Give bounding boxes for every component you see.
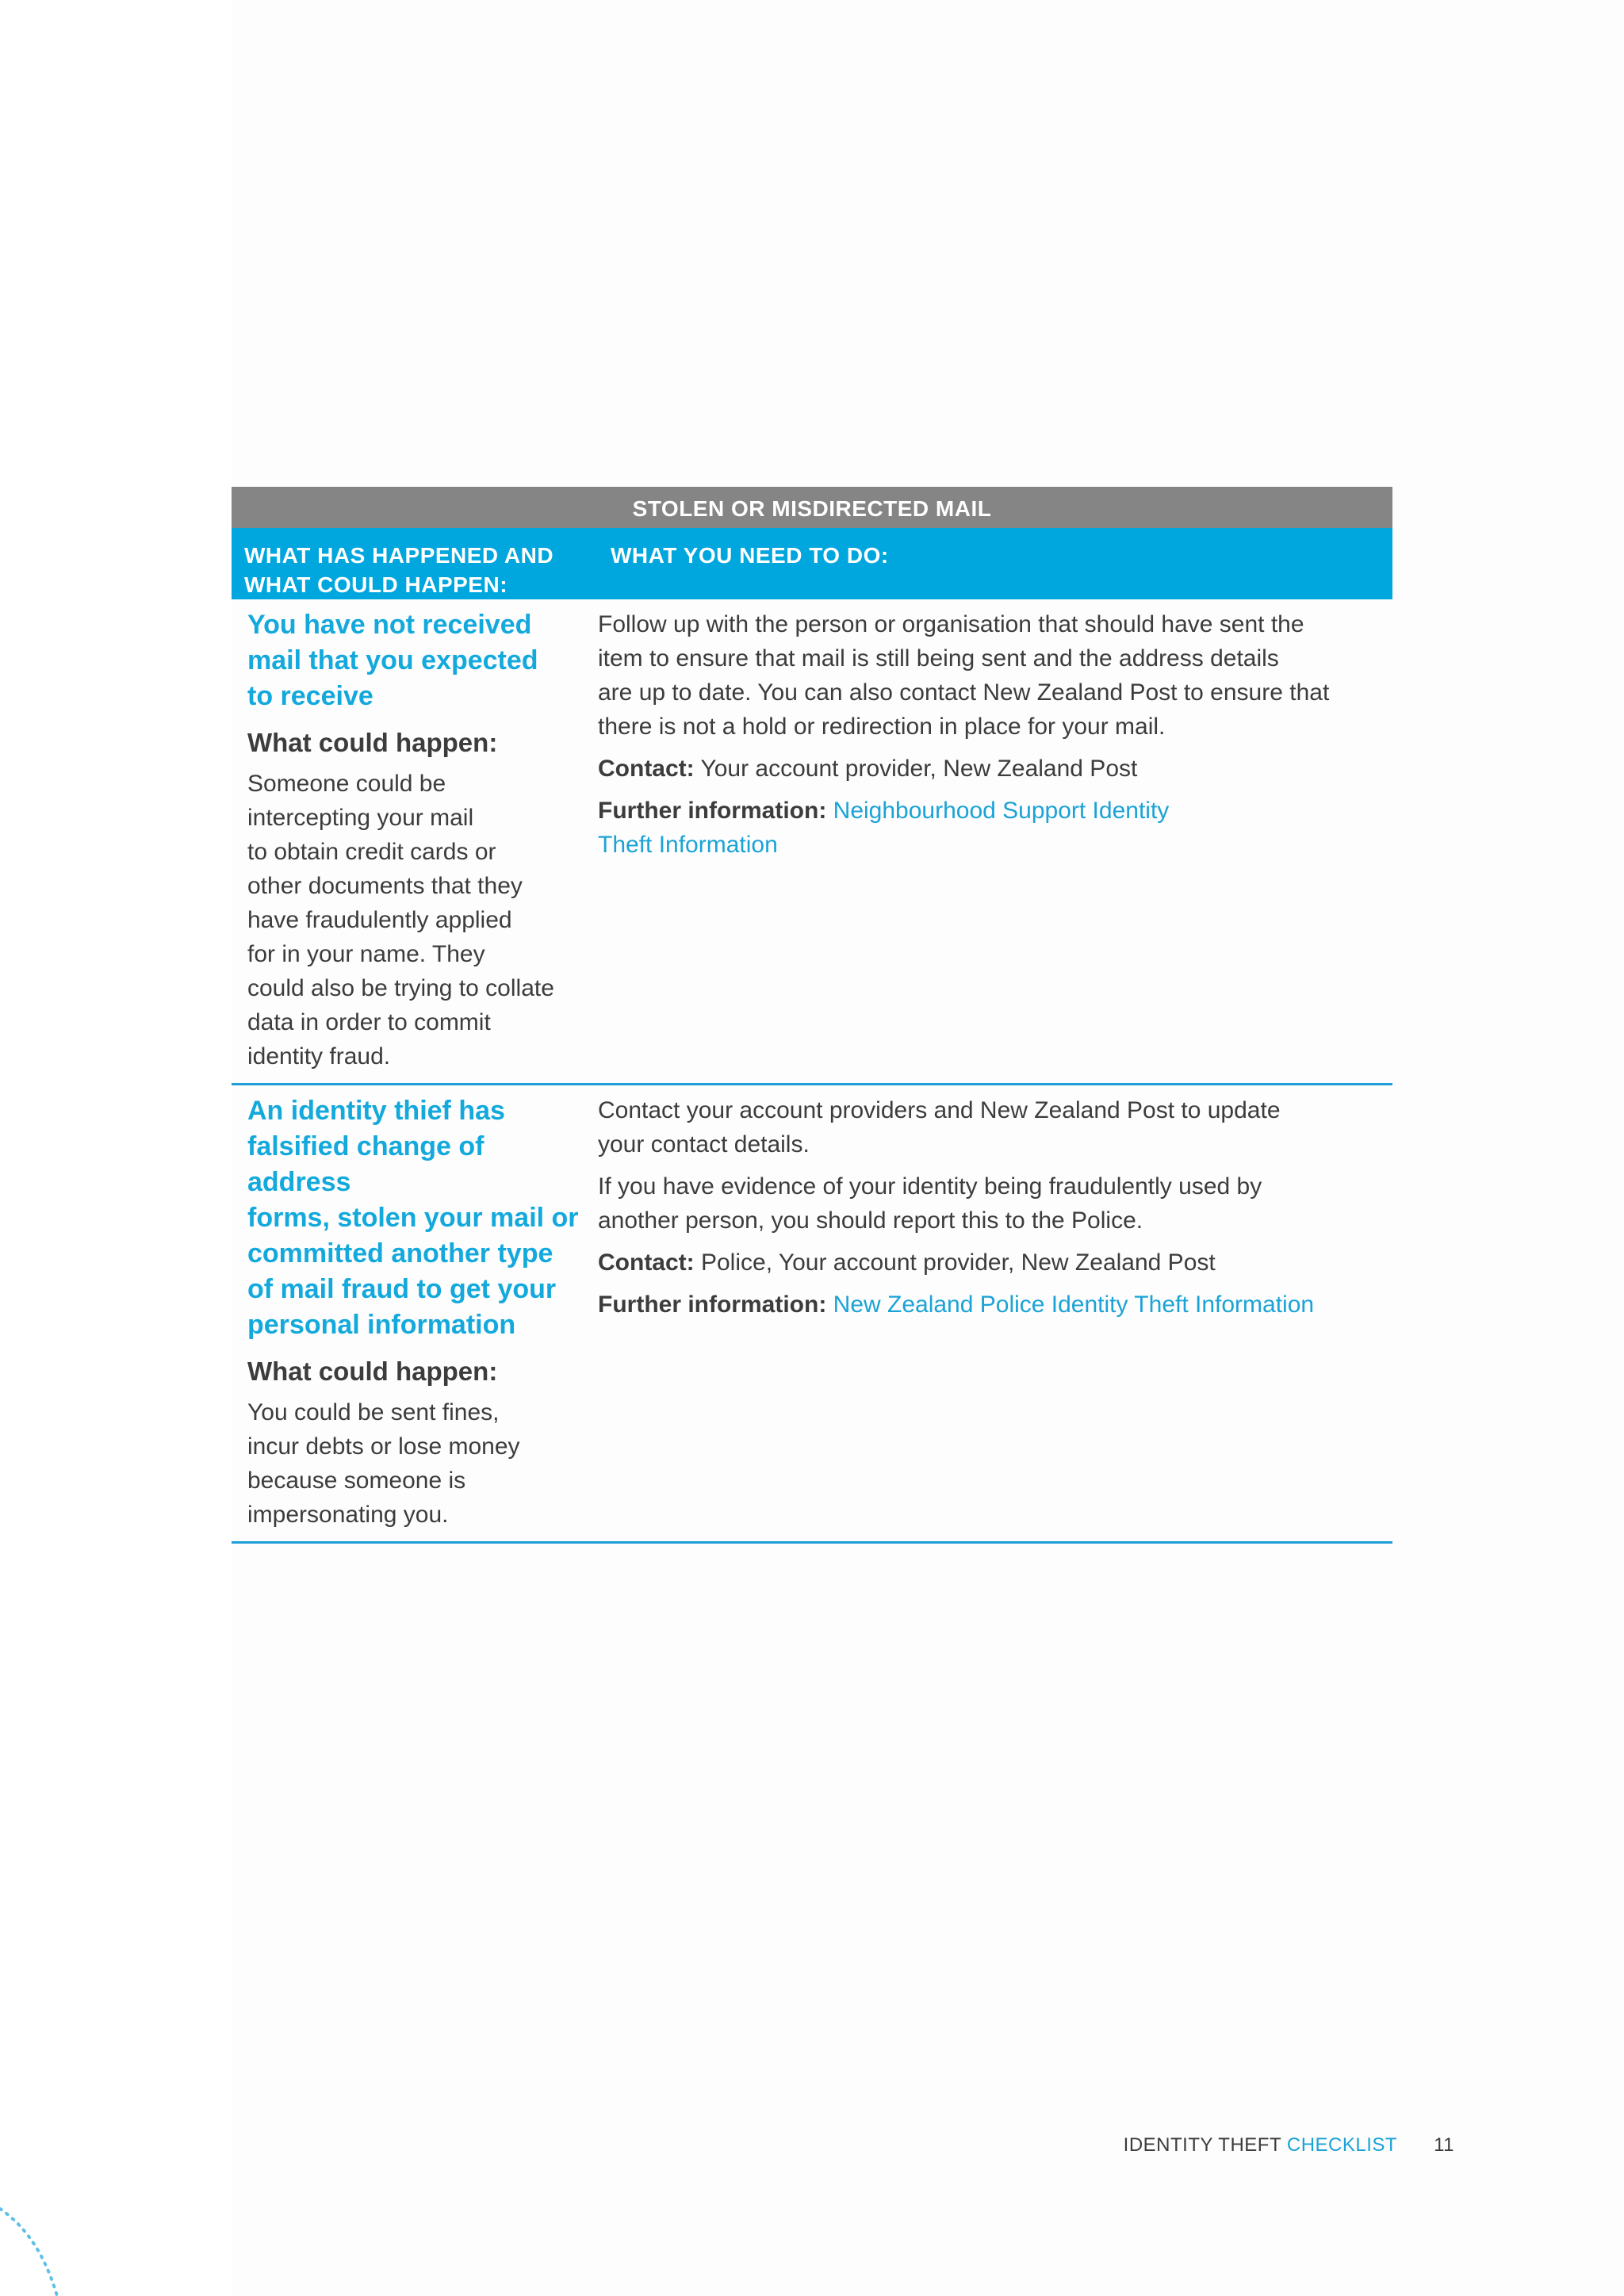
contact-label: Contact: bbox=[598, 1249, 695, 1276]
row-action-cell bbox=[585, 599, 1392, 1083]
neighbourhood-support-link[interactable]: Neighbourhood Support Identity bbox=[826, 798, 1170, 824]
scenario-heading bbox=[247, 607, 585, 714]
body-line: Follow up with the person or organisation that should have sent the bbox=[598, 611, 1304, 637]
body-line: data in order to commit bbox=[247, 1009, 491, 1035]
header-what-happened bbox=[232, 528, 598, 599]
further-info-label: Further information: bbox=[598, 1292, 827, 1318]
body-line: If you have evidence of your identity being fraudulently used by bbox=[598, 1173, 1262, 1200]
further-info-line bbox=[598, 1288, 1377, 1322]
row-action-cell bbox=[585, 1085, 1392, 1541]
further-info-line bbox=[598, 794, 1377, 862]
what-could-happen-text bbox=[247, 767, 585, 1073]
table-row bbox=[232, 599, 1392, 1085]
contact-line bbox=[598, 752, 1377, 786]
neighbourhood-support-link-cont[interactable]: Theft Information bbox=[598, 832, 778, 858]
body-line: are up to date. You can also contact New Zealand Post to ensure that bbox=[598, 679, 1330, 706]
scenario-line: falsified change of address bbox=[247, 1131, 485, 1197]
further-info-label: Further information: bbox=[598, 798, 827, 824]
page-footer bbox=[1124, 2134, 1454, 2156]
contact-label: Contact: bbox=[598, 756, 695, 782]
what-could-happen-label: What could happen: bbox=[247, 1357, 498, 1386]
body-line: intercepting your mail bbox=[247, 805, 474, 831]
contact-value: Your account provider, New Zealand Post bbox=[694, 756, 1138, 782]
body-line: to obtain credit cards or bbox=[247, 839, 496, 865]
action-paragraph bbox=[598, 1169, 1377, 1238]
scenario-line: forms, stolen your mail or bbox=[247, 1203, 579, 1233]
body-line: there is not a hold or redirection in place for your mail. bbox=[598, 714, 1166, 740]
nz-police-link[interactable]: New Zealand Police Identity Theft Information bbox=[826, 1292, 1315, 1318]
footer-title-accent: CHECKLIST bbox=[1286, 2134, 1398, 2156]
scenario-line: An identity thief has bbox=[247, 1096, 505, 1126]
contact-value: Police, Your account provider, New Zealand Post bbox=[694, 1249, 1216, 1276]
scenario-line: to receive bbox=[247, 681, 373, 711]
scenario-line: personal information bbox=[247, 1310, 516, 1340]
body-line: because someone is bbox=[247, 1468, 466, 1494]
body-line: You could be sent fines, bbox=[247, 1399, 500, 1425]
row-situation-cell bbox=[232, 1085, 585, 1541]
stolen-mail-table bbox=[232, 487, 1392, 1544]
body-line: identity fraud. bbox=[247, 1043, 391, 1070]
action-paragraph bbox=[598, 607, 1377, 744]
table-title: STOLEN OR MISDIRECTED MAIL bbox=[232, 487, 1392, 528]
table-row bbox=[232, 1085, 1392, 1544]
table-header bbox=[232, 528, 1392, 599]
body-line: have fraudulently applied bbox=[247, 907, 512, 933]
body-line: for in your name. They bbox=[247, 941, 485, 967]
header-left-line: WHAT HAS HAPPENED AND bbox=[244, 543, 554, 568]
scenario-line: committed another type bbox=[247, 1238, 553, 1269]
body-line: item to ensure that mail is still being sent and the address details bbox=[598, 645, 1279, 672]
contact-line bbox=[598, 1246, 1377, 1280]
what-could-happen-text bbox=[247, 1395, 585, 1532]
scenario-line: of mail fraud to get your bbox=[247, 1274, 557, 1304]
body-line: could also be trying to collate bbox=[247, 975, 554, 1001]
scenario-line: mail that you expected bbox=[247, 645, 538, 675]
body-line: other documents that they bbox=[247, 873, 523, 899]
row-situation-cell bbox=[232, 599, 585, 1083]
page-number: 11 bbox=[1434, 2134, 1454, 2156]
what-could-happen-label: What could happen: bbox=[247, 728, 498, 757]
action-paragraph bbox=[598, 1093, 1377, 1161]
body-line: Contact your account providers and New Zealand Post to update bbox=[598, 1097, 1281, 1123]
footer-title: IDENTITY THEFT bbox=[1123, 2134, 1287, 2156]
body-line: your contact details. bbox=[598, 1131, 810, 1158]
body-line: impersonating you. bbox=[247, 1502, 449, 1528]
body-line: incur debts or lose money bbox=[247, 1433, 520, 1460]
body-line: another person, you should report this to the Police. bbox=[598, 1207, 1143, 1234]
scenario-line: You have not received bbox=[247, 610, 532, 640]
header-left-line: WHAT COULD HAPPEN: bbox=[244, 572, 508, 597]
header-what-to-do: WHAT YOU NEED TO DO: bbox=[611, 543, 889, 568]
decorative-dotted-arc bbox=[0, 2204, 63, 2296]
scenario-heading bbox=[247, 1093, 585, 1343]
body-line: Someone could be bbox=[247, 771, 446, 797]
